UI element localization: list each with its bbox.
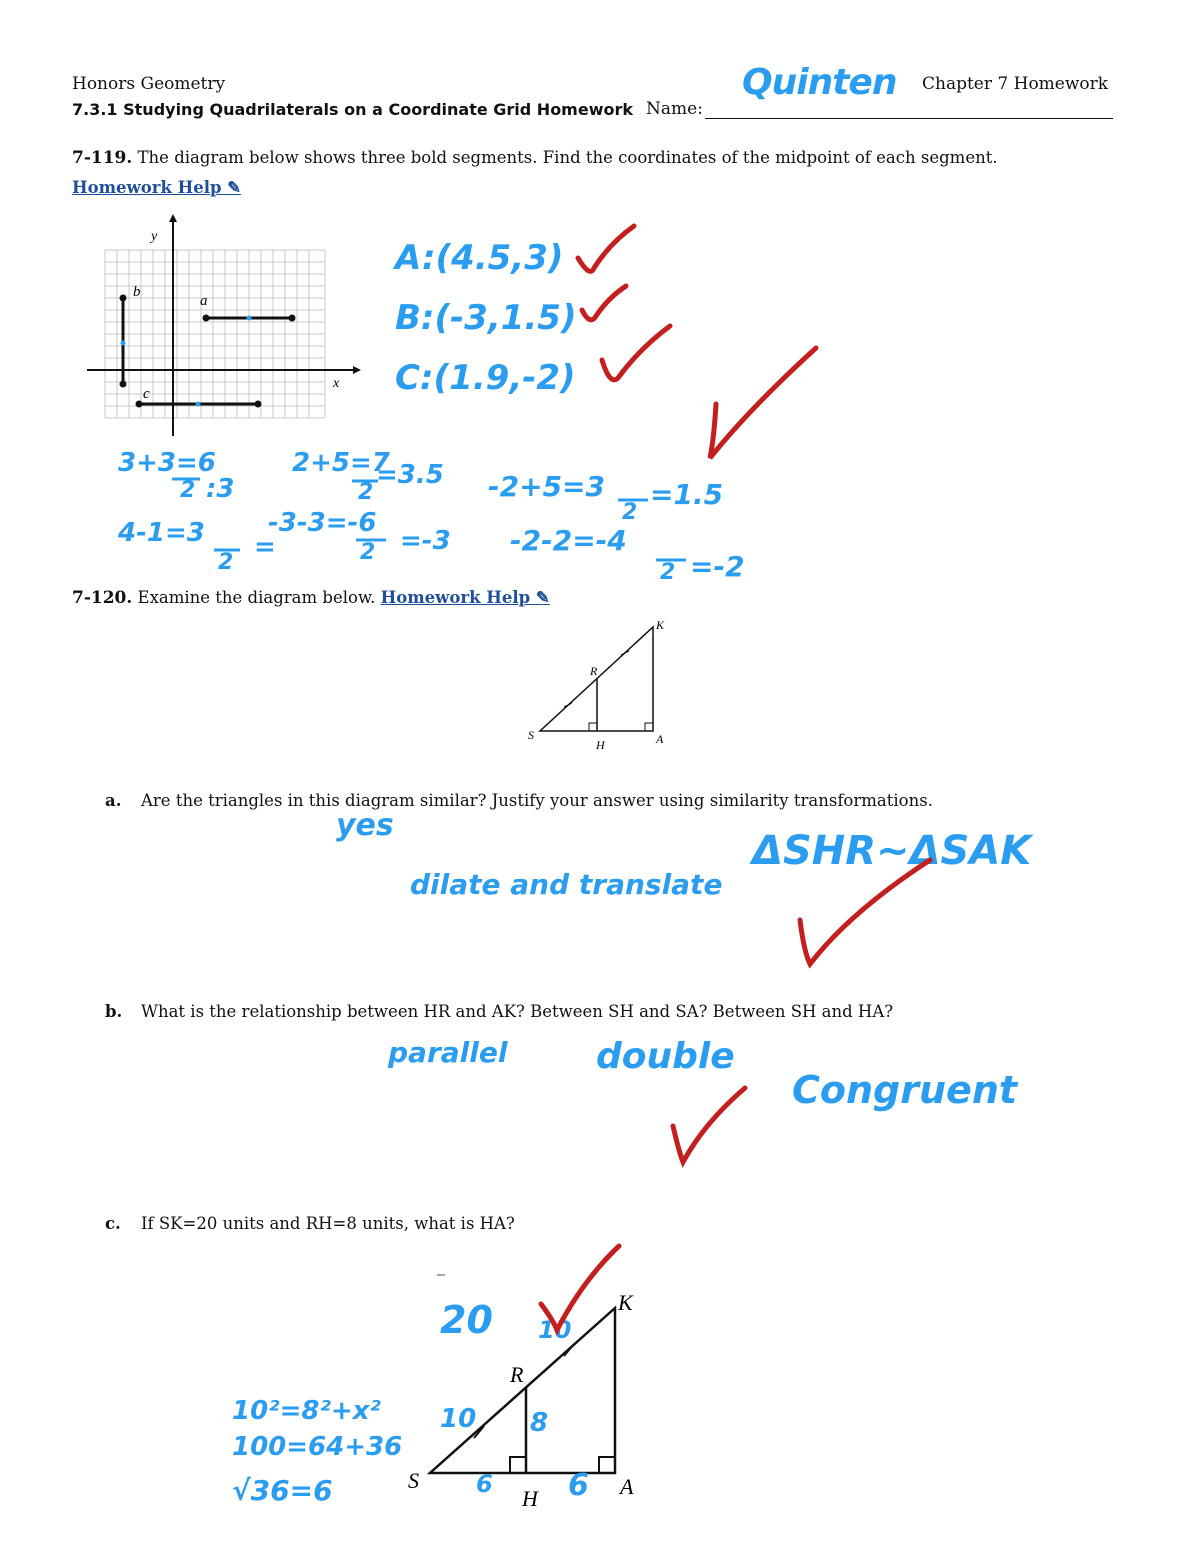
work-line: -2-2=-4 <box>510 524 627 557</box>
segment-b-endpoint <box>120 295 127 302</box>
hw-sr-length: 10 <box>440 1404 477 1434</box>
part-c-letter: c. <box>105 1214 121 1233</box>
check-mark-part-a <box>790 852 940 982</box>
course-label: Honors Geometry <box>72 74 226 94</box>
check-mark-part-c <box>535 1240 635 1340</box>
answer-c: C:(1.9,-2) <box>395 358 576 398</box>
chapter-label: Chapter 7 Homework <box>922 74 1109 94</box>
part-b-letter: b. <box>105 1002 123 1021</box>
check-mark-icon <box>800 860 930 964</box>
segment-b-midpoint <box>121 341 126 346</box>
segment-c-endpoint <box>255 401 262 408</box>
work-result: =3.5 <box>376 460 444 490</box>
label-h-large: H <box>522 1486 538 1510</box>
part-b-answer-2: double <box>596 1036 735 1077</box>
part-b-question: What is the relationship between HR and AK? Between SH and SA? Between SH and HA? <box>141 1002 894 1021</box>
check-mark-part-b <box>665 1082 755 1172</box>
grid-lines <box>105 250 325 418</box>
part-a-answer-justify: dilate and translate <box>410 868 723 901</box>
segment-c-label: c <box>143 386 150 402</box>
x-axis-label: x <box>333 376 340 391</box>
label-h: H <box>596 738 605 752</box>
homework-help-link-119[interactable]: Homework Help ✎ <box>72 178 242 197</box>
pythagorean-work-3: √36=6 <box>232 1474 333 1507</box>
label-r-large: R <box>510 1362 524 1387</box>
hw-rh-length: 8 <box>530 1408 549 1438</box>
coordinate-grid-diagram <box>85 212 365 442</box>
work-result: = <box>254 532 276 562</box>
problem-119-question: The diagram below shows three bold segments. Find the coordinates of the midpoint of each segment. <box>137 148 998 167</box>
part-a-answer-similarity: ΔSHR~ΔSAK <box>752 828 1032 874</box>
answer-a: A:(4.5,3) <box>395 238 564 278</box>
part-b-answer-3: Congruent <box>792 1068 1018 1112</box>
label-s: S <box>528 728 534 742</box>
name-label: Name: <box>646 99 703 119</box>
segment-c-midpoint <box>196 402 201 407</box>
work-line: 2+5=7 <box>292 448 390 478</box>
label-r: R <box>590 664 598 678</box>
stray-mark <box>437 1274 445 1276</box>
work-result: =-3 <box>400 526 451 556</box>
problem-120-number: 7-120. <box>72 588 133 608</box>
work-line: 4-1=3 <box>118 518 205 548</box>
student-name: Quinten <box>742 62 897 103</box>
segment-b-endpoint <box>120 381 127 388</box>
work-line: 3+3=6 <box>118 448 216 478</box>
segment-a-endpoint <box>289 315 296 322</box>
segment-b-label: b <box>133 284 141 300</box>
segment-a-label: a <box>200 293 208 309</box>
triangle-diagram-small <box>520 615 680 755</box>
part-a-letter: a. <box>105 791 122 810</box>
part-a-answer-yes: yes <box>336 808 394 843</box>
label-s-large: S <box>408 1468 419 1493</box>
work-denominator: 2 <box>360 540 376 565</box>
work-denominator: 2 <box>358 480 374 505</box>
work-result: :3 <box>206 474 235 504</box>
work-denominator: 2 <box>218 550 234 575</box>
hw-sk-length: 20 <box>440 1298 493 1342</box>
problem-119-number: 7-119. <box>72 148 133 168</box>
pythagorean-work-2: 100=64+36 <box>232 1432 403 1462</box>
part-a-question: Are the triangles in this diagram similar? Justify your answer using similarity transformations. <box>141 791 933 810</box>
segment-a-endpoint <box>203 315 210 322</box>
label-k-large: K <box>618 1290 633 1315</box>
work-denominator: 2 <box>180 478 196 503</box>
work-result: =1.5 <box>650 478 724 511</box>
part-b-answer-1: parallel <box>388 1036 508 1069</box>
label-k: K <box>656 618 665 632</box>
pythagorean-work-1: 10²=8²+x² <box>232 1396 381 1426</box>
check-mark-icon <box>710 348 816 458</box>
answer-b: B:(-3,1.5) <box>395 298 577 338</box>
check-mark-icon <box>541 1246 619 1330</box>
check-marks-119 <box>570 218 830 468</box>
y-axis-label: y <box>151 229 158 244</box>
label-a: A <box>656 732 664 746</box>
page-title: 7.3.1 Studying Quadrilaterals on a Coordinate Grid Homework <box>72 100 634 119</box>
check-mark-icon <box>673 1088 745 1162</box>
hw-rk-length: 10 <box>538 1316 572 1344</box>
hw-ha-length: 6 <box>568 1468 589 1503</box>
check-mark-icon <box>582 286 626 320</box>
hw-sh-length: 6 <box>476 1470 493 1498</box>
work-line: -2+5=3 <box>488 470 605 503</box>
problem-120-question: Examine the diagram below. <box>137 588 376 607</box>
problem-120-text <box>72 588 550 608</box>
segment-a-midpoint <box>247 316 252 321</box>
work-result: =-2 <box>690 550 745 583</box>
work-denominator: 2 <box>622 500 638 525</box>
segment-c-endpoint <box>136 401 143 408</box>
problem-119-text <box>72 143 1022 202</box>
label-a-large: A <box>620 1474 634 1499</box>
work-line: -3-3=-6 <box>268 508 377 538</box>
part-c-question: If SK=20 units and RH=8 units, what is HA? <box>141 1214 515 1233</box>
name-line <box>705 118 1113 119</box>
work-denominator: 2 <box>660 560 676 585</box>
check-mark-icon <box>578 226 634 271</box>
check-mark-icon <box>602 326 670 380</box>
homework-help-link-120[interactable]: Homework Help ✎ <box>380 588 550 607</box>
